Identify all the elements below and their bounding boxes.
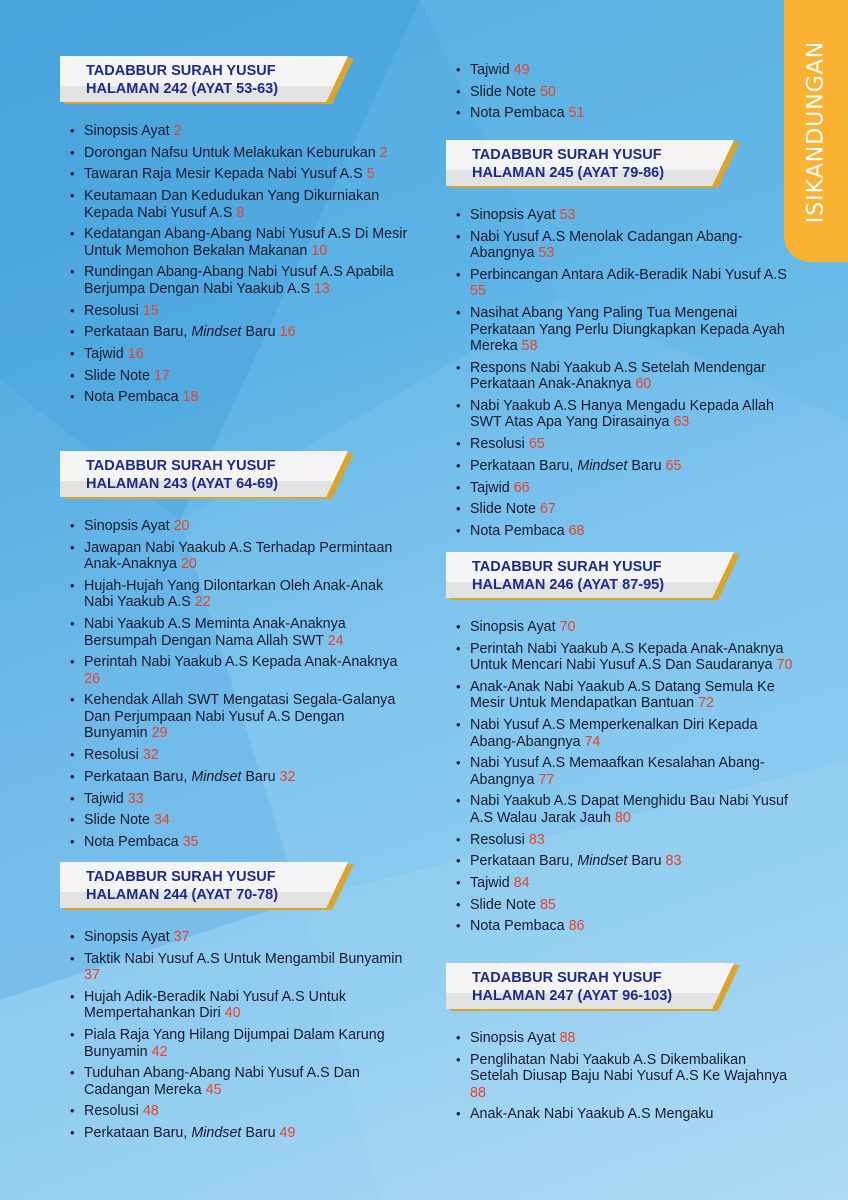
toc-item[interactable]: [456, 1106, 796, 1123]
toc-page-number: 50: [539, 83, 556, 100]
toc-item-text: Nasihat Abang Yang Paling Tua Mengenai Perkataan Yang Perlu Diungkapkan Kepada Ayah Mereka: [470, 305, 785, 355]
toc-item[interactable]: [70, 951, 410, 984]
section-header: [446, 140, 746, 190]
toc-page-number: 5: [366, 166, 375, 183]
section-header: [446, 552, 746, 602]
toc-item-text: Kehendak Allah SWT Mengatasi Segala-Galanya Dan Perjumpaan Nabi Yusuf A.S Dengan Bunyamin: [84, 692, 396, 742]
toc-item-text: Dorongan Nafsu Untuk Melakukan Keburukan: [84, 144, 376, 161]
toc-page-number: 63: [673, 414, 690, 431]
toc-item[interactable]: [456, 755, 796, 788]
toc-page-number: 35: [182, 833, 199, 850]
section-header: [60, 56, 360, 106]
section-header: [60, 451, 360, 501]
section-title: [472, 147, 664, 182]
toc-item[interactable]: [70, 264, 410, 297]
toc-item-text: Perkataan Baru,: [84, 768, 188, 785]
toc-item-text: Rundingan Abang-Abang Nabi Yusuf A.S Apabila Berjumpa Dengan Nabi Yaakub A.S: [84, 264, 394, 297]
toc-page-number: 16: [279, 324, 296, 341]
toc-item-text: Nabi Yaakub A.S Hanya Mengadu Kepada Allah SWT Atas Apa Yang Dirasainya: [470, 397, 774, 431]
toc-item[interactable]: [70, 1027, 410, 1060]
toc-page-number: 53: [559, 207, 576, 223]
toc-item[interactable]: [70, 188, 410, 221]
toc-item-text: Sinopsis Ayat: [470, 619, 556, 635]
toc-item-text: Nota Pembaca: [84, 389, 179, 406]
toc-item-text: Jawapan Nabi Yaakub A.S Terhadap Permintaan Anak-Anaknya: [84, 539, 393, 573]
toc-item-text: Slide Note: [470, 501, 536, 518]
toc-page-number: 88: [559, 1030, 576, 1046]
section-subtitle-line: HALAMAN 247 (AYAT 96-103): [472, 987, 673, 1004]
toc-page-number: 32: [279, 768, 296, 785]
section-title-line: TADABBUR SURAH YUSUF: [472, 559, 662, 575]
toc-item-text: Tajwid: [470, 479, 510, 496]
toc-item-text: Piala Raja Yang Hilang Dijumpai Dalam Karung Bunyamin: [84, 1027, 385, 1060]
toc-item-text: Nabi Yaakub A.S Dapat Menghidu Bau Nabi Yusuf A.S Walau Jarak Jauh: [470, 793, 788, 826]
toc-page-number: 68: [568, 522, 585, 539]
toc-item-text: Resolusi: [84, 302, 139, 319]
toc-item[interactable]: [70, 166, 410, 183]
toc-item[interactable]: [70, 834, 410, 851]
toc-item[interactable]: [70, 389, 410, 406]
toc-page-number: 45: [205, 1081, 222, 1098]
toc-page-number: 83: [665, 853, 682, 870]
toc-item[interactable]: [70, 123, 410, 140]
toc-page-number: 70: [776, 657, 793, 674]
toc-item[interactable]: [70, 812, 410, 829]
toc-page-number: 51: [568, 105, 585, 122]
toc-item[interactable]: [70, 692, 410, 742]
toc-item[interactable]: [456, 267, 796, 300]
toc-item-text: Tajwid: [84, 346, 124, 362]
toc-item[interactable]: [70, 324, 410, 341]
toc-page-number: 16: [127, 346, 144, 362]
toc-item[interactable]: [456, 1030, 796, 1047]
toc-item[interactable]: [456, 1052, 796, 1102]
toc-item-text: Anak-Anak Nabi Yaakub A.S Datang Semula Ke Mesir Untuk Mendapatkan Bantuan: [470, 678, 775, 712]
toc-page-number: 88: [470, 1084, 486, 1101]
toc-item[interactable]: [456, 523, 796, 540]
toc-item-text: Nabi Yusuf A.S Memaafkan Kesalahan Abang-Abangnya: [470, 755, 765, 788]
toc-item-text: Nota Pembaca: [470, 522, 565, 539]
toc-page-number: 60: [635, 376, 652, 393]
toc-page-number: 77: [538, 771, 555, 788]
toc-item-text: Perintah Nabi Yaakub A.S Kepada Anak-Anaknya: [84, 654, 398, 671]
toc-item-text: Taktik Nabi Yusuf A.S Untuk Mengambil Bunyamin: [84, 950, 403, 967]
toc-item-text: Nota Pembaca: [470, 918, 565, 935]
toc-item-text: Tajwid: [84, 790, 124, 807]
toc-page-number: 65: [528, 436, 545, 453]
toc-item-text: Tajwid: [470, 62, 510, 78]
toc-item-text: Slide Note: [470, 896, 536, 913]
toc-item-text: Perkataan Baru,: [470, 853, 574, 870]
section-title: [86, 458, 278, 493]
toc-item-text: Slide Note: [470, 83, 536, 100]
toc-page-number: 80: [614, 809, 631, 826]
toc-item[interactable]: [70, 989, 410, 1022]
section-subtitle-line: HALAMAN 246 (AYAT 87-95): [472, 576, 665, 593]
toc-item[interactable]: [456, 897, 796, 914]
toc-item-text: Resolusi: [84, 747, 139, 764]
toc-item-italic: Mindset: [191, 768, 242, 785]
toc-page-number: 29: [151, 725, 168, 742]
toc-item[interactable]: [456, 832, 796, 849]
section-title: [472, 559, 664, 594]
toc-list: [70, 123, 410, 411]
toc-item-text: Slide Note: [84, 367, 150, 384]
toc-item-text: Nabi Yusuf A.S Memperkenalkan Diri Kepada Abang-Abangnya: [470, 717, 758, 750]
toc-page-number: 42: [151, 1043, 168, 1060]
toc-item[interactable]: [70, 769, 410, 786]
toc-item-text: Perkataan Baru,: [84, 324, 188, 341]
toc-page-number: 2: [379, 144, 388, 161]
toc-item-text: Perkataan Baru,: [84, 1125, 188, 1142]
toc-item[interactable]: [70, 1125, 410, 1142]
section-title-line: TADABBUR SURAH YUSUF: [86, 869, 276, 885]
toc-page-number: 84: [513, 875, 530, 891]
toc-item[interactable]: [456, 207, 796, 224]
toc-item-text: Tuduhan Abang-Abang Nabi Yusuf A.S Dan Cadangan Mereka: [84, 1065, 360, 1098]
section-title-line: TADABBUR SURAH YUSUF: [86, 458, 276, 474]
toc-item-text: Sinopsis Ayat: [84, 518, 170, 534]
toc-item-text: Hujah Adik-Beradik Nabi Yusuf A.S Untuk Mempertahankan Diri: [84, 988, 346, 1022]
toc-item-text-after: Baru: [245, 1125, 276, 1142]
section-header: [60, 862, 360, 912]
toc-item[interactable]: [456, 501, 796, 518]
section-title-line: TADABBUR SURAH YUSUF: [86, 63, 276, 79]
toc-item-italic: Mindset: [577, 457, 628, 474]
toc-page-number: 10: [311, 242, 328, 259]
toc-item-text: Sinopsis Ayat: [470, 207, 556, 223]
toc-page-number: 55: [470, 283, 486, 300]
toc-item[interactable]: [456, 458, 796, 475]
toc-section: [448, 552, 808, 935]
toc-item[interactable]: [456, 717, 796, 750]
toc-section: [62, 451, 422, 850]
section-subtitle-line: HALAMAN 244 (AYAT 70-78): [86, 886, 279, 903]
toc-item-text: Sinopsis Ayat: [470, 1030, 556, 1046]
toc-page-number: 74: [584, 733, 601, 750]
toc-page-number: 15: [142, 302, 159, 319]
toc-item[interactable]: [70, 1103, 410, 1120]
toc-page-number: 40: [224, 1005, 241, 1022]
toc-list: [70, 929, 410, 1147]
toc-item[interactable]: [70, 368, 410, 385]
toc-item[interactable]: [70, 929, 410, 946]
toc-section: [62, 862, 422, 1142]
toc-item[interactable]: [456, 641, 796, 674]
toc-list: [456, 619, 796, 940]
toc-item-text: Anak-Anak Nabi Yaakub A.S Mengaku: [470, 1106, 714, 1123]
toc-page-number: 86: [568, 918, 585, 935]
toc-item-text: Perbincangan Antara Adik-Beradik Nabi Yusuf A.S: [470, 266, 787, 283]
section-subtitle-line: HALAMAN 245 (AYAT 79-86): [472, 164, 665, 181]
section-header: [446, 963, 746, 1013]
toc-page-number: 20: [180, 556, 197, 573]
toc-item-text-after: Baru: [245, 324, 276, 341]
toc-item-text-after: Baru: [631, 457, 662, 474]
toc-item[interactable]: [70, 145, 410, 162]
toc-page-number: 24: [327, 632, 344, 649]
toc-item-text: Tajwid: [470, 875, 510, 891]
toc-section: [448, 140, 808, 539]
toc-item-text: Respons Nabi Yaakub A.S Setelah Mendengar Perkataan Anak-Anaknya: [470, 359, 766, 393]
toc-page-number: 37: [84, 967, 100, 984]
toc-page-number: 67: [539, 501, 556, 518]
toc-item[interactable]: [456, 480, 796, 497]
section-title: [472, 970, 672, 1005]
toc-page-number: 22: [194, 594, 211, 611]
toc-item-italic: Mindset: [577, 853, 628, 870]
toc-item-text: Nabi Yusuf A.S Menolak Cadangan Abang-Abangnya: [470, 228, 743, 262]
toc-item-text: Slide Note: [84, 812, 150, 829]
toc-list: [456, 207, 796, 545]
toc-item[interactable]: [456, 84, 796, 101]
toc-page-number: 49: [279, 1125, 296, 1142]
toc-item[interactable]: [70, 540, 410, 573]
toc-section: [448, 963, 808, 1123]
toc-page-number: 18: [182, 389, 199, 406]
toc-page-number: 13: [313, 280, 330, 297]
toc-item[interactable]: [456, 619, 796, 636]
toc-page-number: 48: [142, 1103, 159, 1120]
toc-item[interactable]: [70, 346, 410, 363]
toc-item-text: Nota Pembaca: [470, 105, 565, 122]
toc-item[interactable]: [70, 303, 410, 320]
toc-item-text: Penglihatan Nabi Yaakub A.S Dikembalikan Setelah Diusap Baju Nabi Yusuf A.S Ke Wajahnya: [470, 1051, 788, 1085]
toc-page-number: 32: [142, 747, 159, 764]
toc-item-text: Hujah-Hujah Yang Dilontarkan Oleh Anak-Anak Nabi Yaakub A.S: [84, 577, 384, 611]
toc-item-text: Sinopsis Ayat: [84, 123, 170, 139]
toc-item-italic: Mindset: [191, 1125, 242, 1142]
toc-item[interactable]: [456, 305, 796, 355]
toc-item[interactable]: [70, 616, 410, 649]
section-title-line: TADABBUR SURAH YUSUF: [472, 147, 662, 163]
toc-page-number: 70: [559, 619, 576, 635]
toc-item[interactable]: [456, 918, 796, 935]
toc-page-number: 33: [127, 790, 144, 807]
toc-page-number: 72: [698, 695, 715, 712]
toc-item[interactable]: [456, 105, 796, 122]
toc-item[interactable]: [70, 654, 410, 687]
toc-item-text: Sinopsis Ayat: [84, 929, 170, 945]
toc-item[interactable]: [456, 679, 796, 712]
section-subtitle-line: HALAMAN 243 (AYAT 64-69): [86, 475, 279, 492]
toc-item[interactable]: [456, 875, 796, 892]
toc-item[interactable]: [70, 518, 410, 535]
toc-page-number: 26: [84, 670, 100, 687]
toc-item[interactable]: [70, 578, 410, 611]
toc-item-text: Keutamaan Dan Kedudukan Yang Dikurniakan Kepada Nabi Yusuf A.S: [84, 188, 380, 221]
section-subtitle-line: HALAMAN 242 (AYAT 53-63): [86, 80, 279, 97]
section-title-line: TADABBUR SURAH YUSUF: [472, 970, 662, 986]
toc-item[interactable]: [70, 747, 410, 764]
toc-item[interactable]: [456, 436, 796, 453]
toc-item-text: Tawaran Raja Mesir Kepada Nabi Yusuf A.S: [84, 166, 363, 183]
toc-page-number: 83: [528, 831, 545, 848]
toc-page-number: 49: [513, 62, 530, 78]
toc-item[interactable]: [456, 398, 796, 431]
toc-list: [456, 62, 796, 127]
toc-page-number: 58: [521, 338, 538, 355]
toc-page-number: 65: [665, 457, 682, 474]
toc-item-text: Nabi Yaakub A.S Meminta Anak-Anaknya Bersumpah Dengan Nama Allah SWT: [84, 616, 346, 649]
toc-item[interactable]: [70, 1065, 410, 1098]
toc-page-number: 2: [173, 123, 182, 139]
toc-item[interactable]: [456, 360, 796, 393]
toc-item[interactable]: [456, 229, 796, 262]
toc-item-text: Resolusi: [470, 436, 525, 453]
toc-item[interactable]: [456, 793, 796, 826]
toc-item-text-after: Baru: [631, 853, 662, 870]
toc-page-number: 37: [173, 929, 190, 945]
toc-item-text: Resolusi: [84, 1103, 139, 1120]
toc-item[interactable]: [456, 853, 796, 870]
toc-page-number: 20: [173, 518, 190, 534]
toc-item-text: Perintah Nabi Yaakub A.S Kepada Anak-Anaknya Untuk Mencari Nabi Yusuf A.S Dan Saudaranya: [470, 640, 784, 674]
toc-item-text-after: Baru: [245, 768, 276, 785]
side-tab-label: ISIKANDUNGAN: [803, 40, 829, 224]
toc-list: [456, 1030, 796, 1128]
toc-page-number: 8: [236, 204, 245, 221]
toc-page-number: 53: [538, 245, 555, 262]
toc-page-number: 85: [539, 896, 556, 913]
toc-page-number: 34: [153, 812, 170, 829]
toc-item[interactable]: [70, 226, 410, 259]
toc-list: [70, 518, 410, 856]
toc-item-text: Kedatangan Abang-Abang Nabi Yusuf A.S Di Mesir Untuk Memohon Bekalan Makanan: [84, 226, 408, 259]
toc-item[interactable]: [456, 62, 796, 79]
toc-page-number: 17: [153, 367, 170, 384]
toc-page-number: 66: [513, 479, 530, 496]
toc-item-text: Nota Pembaca: [84, 833, 179, 850]
toc-item-text: Resolusi: [470, 831, 525, 848]
toc-item-italic: Mindset: [191, 324, 242, 341]
toc-section: [62, 56, 422, 406]
section-title: [86, 63, 278, 98]
section-title: [86, 869, 278, 904]
toc-item[interactable]: [70, 791, 410, 808]
toc-item-text: Perkataan Baru,: [470, 457, 574, 474]
